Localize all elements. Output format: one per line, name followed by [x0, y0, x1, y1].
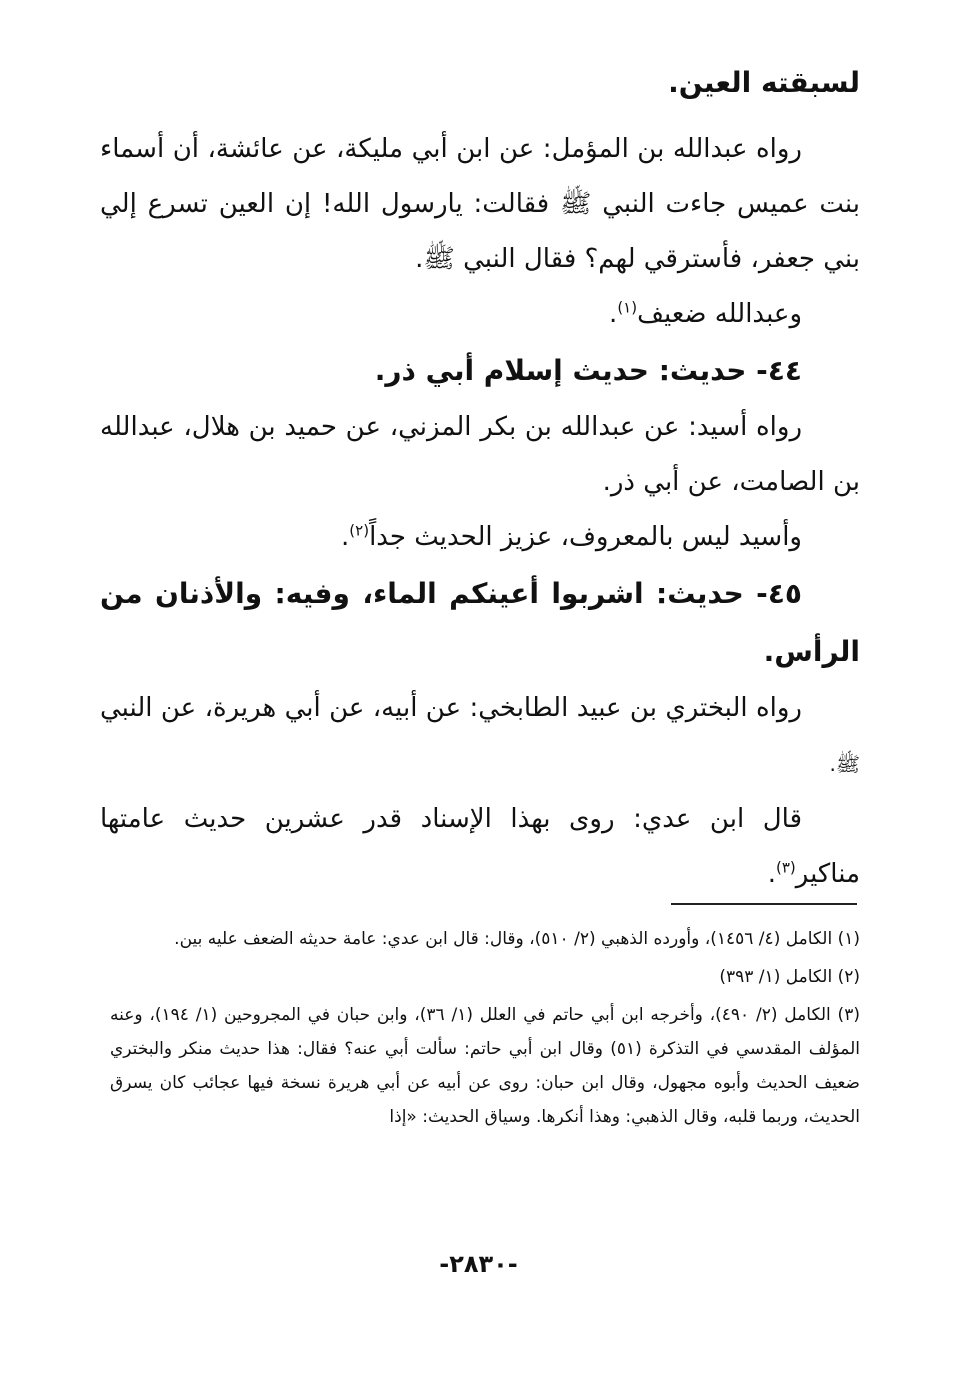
paragraph-ibn-adi-text: قال ابن عدي: روى بهذا الإسناد قدر عشرين حديث عامتها مناكير: [100, 804, 860, 889]
paragraph-weakness-1: [100, 287, 860, 342]
paragraph-weakness-2: [100, 510, 860, 565]
footnote-1: (١) الكامل (٤/ ١٤٥٦)، وأورده الذهبي (٢/ ٥١٠)، وقال: قال ابن عدي: عامة حديثه الضعف عليه بين.: [174, 929, 860, 949]
paragraph-narration-1: رواه عبدالله بن المؤمل: عن ابن أبي مليكة، عن عائشة، أن أسماء بنت عميس جاءت النبي ﷺ فقالت: يارسول الله! إن العين تسرع إلي بني جعفر، فأسترقي لهم؟ فقال النبي ﷺ.: [100, 134, 860, 274]
paragraph-ibn-adi-end: .: [767, 859, 776, 889]
paragraph-ibn-adi: [100, 792, 860, 902]
page-number: -٢٨٣٠-: [439, 1250, 518, 1278]
paragraph-weakness-1-end: .: [609, 299, 618, 329]
continuation-line: لسبقته العين.: [668, 66, 860, 99]
hadith-heading-45: ٤٥- حديث: اشربوا أعينكم الماء، وفيه: والأذنان من الرأس.: [100, 577, 860, 668]
paragraph-narration-2: رواه أسيد: عن عبدالله بن بكر المزني، عن حميد بن هلال، عبدالله بن الصامت، عن أبي ذر.: [100, 412, 860, 497]
footnote-ref-3[interactable]: (٣): [775, 858, 796, 877]
footnote-3: (٣) الكامل (٢/ ٤٩٠)، وأخرجه ابن أبي حاتم في العلل (١/ ٣٦)، وابن حبان في المجروحين (١/ ١٩٤)، وعنه المؤلف المقدسي في التذكرة (٥١) وقال ابن أبي حاتم: سألت أبي عنه؟ فقال: هذا حديث منكر والبختري ضعيف الحديث وأبوه مجهول، وقال ابن حبان: روى عن أبيه عن أبي هريرة نسخة فيها عجائب كان يسرق الحديث، وربما قلبه، وقال الذهبي: وهذا أنكرها. وسياق الحديث: «إذا: [110, 1005, 860, 1127]
hadith-heading-44: ٤٤- حديث: حديث إسلام أبي ذر.: [374, 354, 802, 387]
footnote-2: (٢) الكامل (١/ ٣٩٣): [719, 967, 860, 987]
paragraph-narration-3-text: رواه البختري بن عبيد الطابخي: عن أبيه، عن أبي هريرة، عن النبي: [100, 693, 802, 723]
footnote-ref-1[interactable]: (١): [617, 298, 638, 317]
paragraph-weakness-2-text: وأسيد ليس بالمعروف، عزيز الحديث جداً: [369, 522, 802, 552]
paragraph-narration-3: [100, 681, 860, 792]
salutation-glyph: ﷺ.: [829, 752, 860, 776]
page-body: [100, 55, 860, 902]
paragraph-weakness-1-text: وعبدالله ضعيف: [637, 299, 802, 329]
footnote-ref-2[interactable]: (٢): [349, 521, 370, 540]
footnote-separator: [671, 903, 857, 905]
footnotes-section: [110, 922, 860, 1138]
paragraph-weakness-2-end: .: [341, 522, 350, 552]
